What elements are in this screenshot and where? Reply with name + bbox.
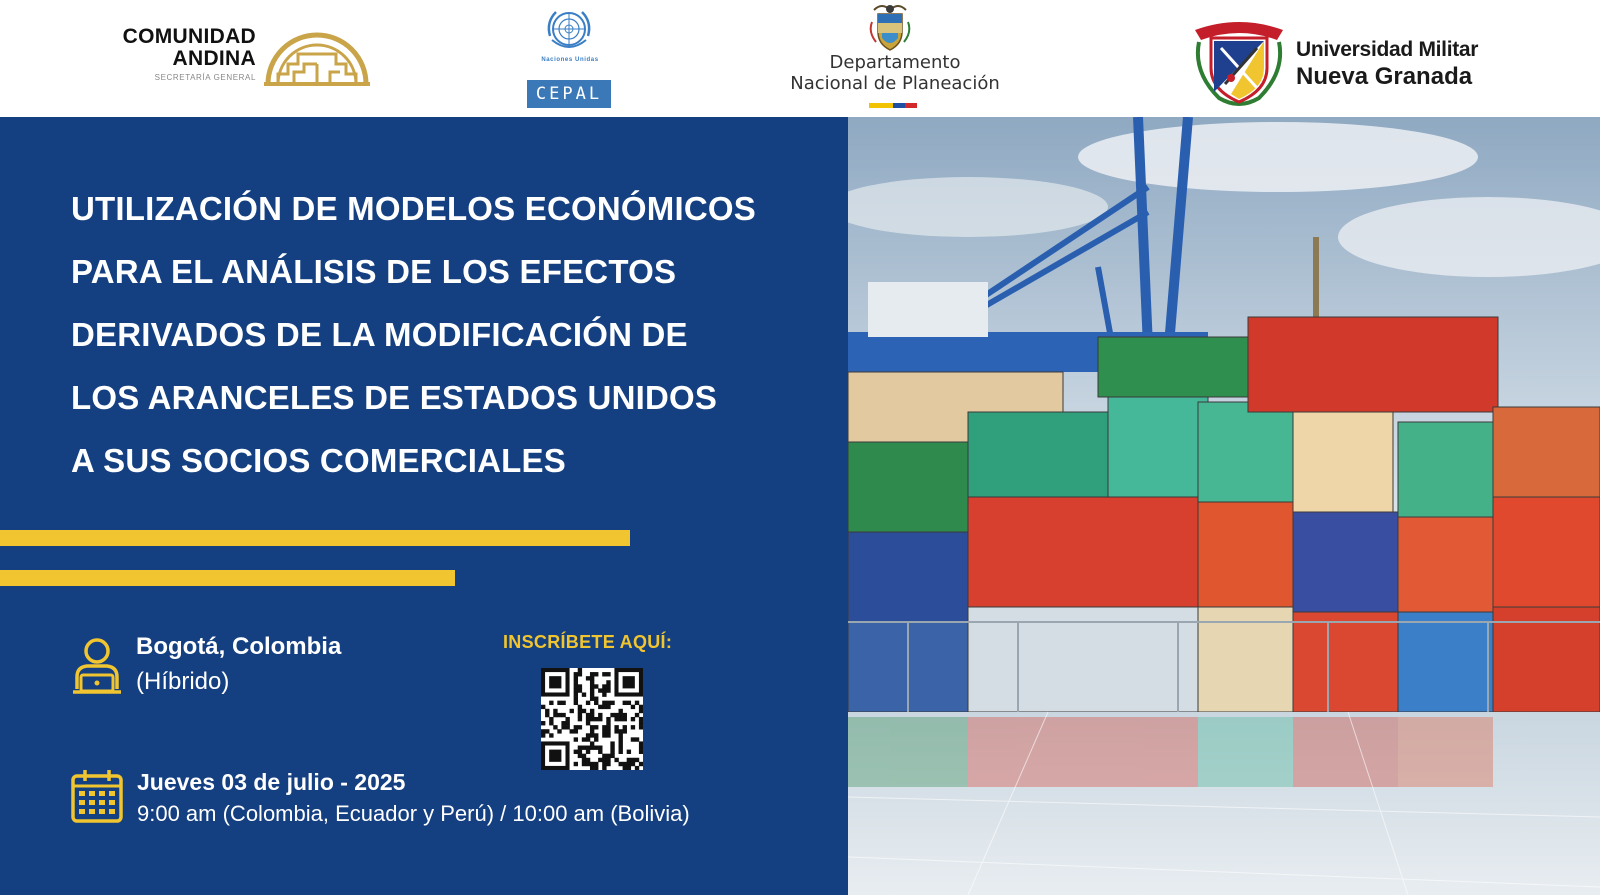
- comunidad-andina-logo-icon: [264, 28, 370, 86]
- dnp-line2: Nacional de Planeación: [790, 73, 1000, 94]
- location-city: Bogotá, Colombia: [136, 633, 342, 660]
- shipping-containers-photo: [848, 117, 1600, 895]
- umng-line2: Nueva Granada: [1296, 63, 1473, 90]
- ca-subtitle: SECRETARÍA GENERAL: [154, 73, 256, 82]
- comunidad-andina-wordmark: [111, 26, 256, 82]
- title-line: UTILIZACIÓN DE MODELOS ECONÓMICOS: [71, 190, 756, 227]
- un-emblem-icon: [542, 6, 596, 56]
- logo-header: [0, 0, 1600, 117]
- event-time: 9:00 am (Colombia, Ecuador y Perú) / 10:00 am (Bolivia): [137, 801, 690, 826]
- colombia-coat-of-arms-icon: [868, 2, 912, 52]
- dnp-line1: Departamento: [829, 52, 961, 73]
- title-line: LOS ARANCELES DE ESTADOS UNIDOS: [71, 379, 718, 416]
- event-date: Jueves 03 de julio - 2025: [137, 769, 406, 795]
- ca-line1: COMUNIDAD: [122, 25, 256, 48]
- title-line: DERIVADOS DE LA MODIFICACIÓN DE: [71, 316, 688, 353]
- event-title: [71, 177, 841, 492]
- colombia-flag-strip: [869, 103, 917, 108]
- ca-line2: ANDINA: [172, 47, 256, 70]
- calendar-icon: [70, 768, 124, 824]
- event-info-panel: [0, 117, 848, 895]
- registration-label: INSCRÍBETE AQUÍ:: [503, 632, 673, 652]
- accent-bar-top: [0, 530, 630, 546]
- location-mode: (Híbrido): [136, 668, 230, 695]
- umng-line1: Universidad Militar: [1296, 38, 1479, 61]
- registration-qr-code[interactable]: [541, 668, 643, 770]
- title-line: PARA EL ANÁLISIS DE LOS EFECTOS: [71, 253, 677, 290]
- cepal-logo: CEPAL: [527, 80, 611, 108]
- accent-bar-bottom: [0, 570, 455, 586]
- umng-shield-icon: [1191, 12, 1287, 108]
- person-laptop-icon: [71, 637, 123, 695]
- title-line: A SUS SOCIOS COMERCIALES: [71, 442, 566, 479]
- un-name: Naciones Unidas: [541, 57, 599, 63]
